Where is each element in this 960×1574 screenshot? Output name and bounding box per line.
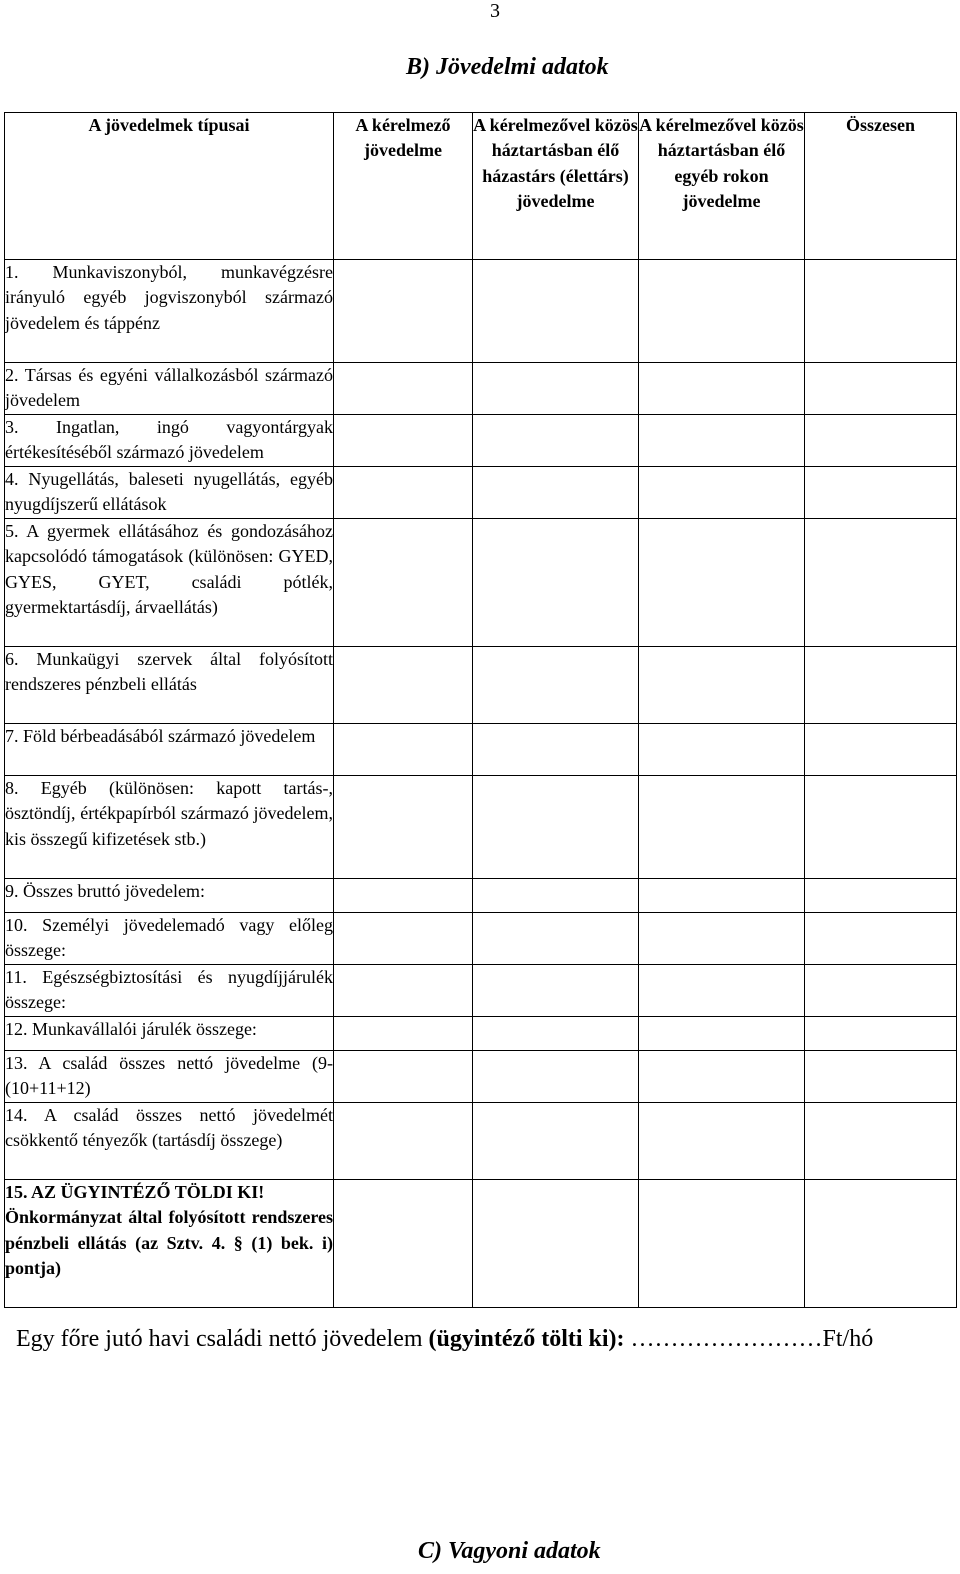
row-label: 5. A gyermek ellátásához és gondozásához kapcsolódó támogatások (különösen: GYED, GYES, GYET, családi pótlék, gyermektartásdíj, árvaellátás) <box>5 519 334 647</box>
table-row <box>5 1017 957 1051</box>
relative-income-cell[interactable] <box>639 1051 805 1103</box>
spouse-income-cell[interactable] <box>473 879 639 913</box>
applicant-income-cell[interactable] <box>334 260 473 363</box>
applicant-income-cell[interactable] <box>334 776 473 879</box>
total-cell[interactable] <box>805 879 957 913</box>
row-label: 12. Munkavállalói járulék összege: <box>5 1017 334 1051</box>
total-cell[interactable] <box>805 724 957 776</box>
spouse-income-cell[interactable] <box>473 776 639 879</box>
per-capita-income-label: Egy főre jutó havi családi nettó jövedelem <box>16 1326 423 1352</box>
table-row <box>5 519 957 647</box>
income-table <box>4 112 957 1308</box>
relative-income-cell[interactable] <box>639 363 805 415</box>
relative-income-cell[interactable] <box>639 415 805 467</box>
total-cell[interactable] <box>805 1103 957 1180</box>
applicant-income-cell[interactable] <box>334 1051 473 1103</box>
applicant-income-cell[interactable] <box>334 724 473 776</box>
applicant-income-cell[interactable] <box>334 965 473 1017</box>
applicant-income-cell[interactable] <box>334 1180 473 1308</box>
spouse-income-cell[interactable] <box>473 1103 639 1180</box>
spouse-income-cell[interactable] <box>473 913 639 965</box>
currency-unit: Ft/hó <box>822 1326 874 1352</box>
spouse-income-cell[interactable] <box>473 363 639 415</box>
table-row <box>5 913 957 965</box>
table-row <box>5 776 957 879</box>
total-cell[interactable] <box>805 415 957 467</box>
relative-income-cell[interactable] <box>639 776 805 879</box>
row-label: 10. Személyi jövedelemadó vagy előleg összege: <box>5 913 334 965</box>
applicant-income-cell[interactable] <box>334 363 473 415</box>
applicant-income-cell[interactable] <box>334 913 473 965</box>
row-label: 8. Egyéb (különösen: kapott tartás-, ösztöndíj, értékpapírból származó jövedelem, kis összegű kifizetések stb.) <box>5 776 334 879</box>
table-row <box>5 415 957 467</box>
relative-income-cell[interactable] <box>639 519 805 647</box>
total-cell[interactable] <box>805 913 957 965</box>
row15-description: Önkormányzat által folyósított rendszeres pénzbeli ellátás (az Sztv. 4. § (1) bek. i) pontja) <box>5 1207 333 1278</box>
table-row <box>5 260 957 363</box>
table-row <box>5 647 957 724</box>
spouse-income-cell[interactable] <box>473 965 639 1017</box>
row-label: 4. Nyugellátás, baleseti nyugellátás, egyéb nyugdíjszerű ellátások <box>5 467 334 519</box>
relative-income-cell[interactable] <box>639 260 805 363</box>
row-label-clerk <box>5 1180 334 1308</box>
section-c-title: C) Vagyoni adatok <box>418 1538 601 1564</box>
total-cell[interactable] <box>805 1017 957 1051</box>
spouse-income-cell[interactable] <box>473 1017 639 1051</box>
row-label: 11. Egészségbiztosítási és nyugdíjjárulék összege: <box>5 965 334 1017</box>
total-cell[interactable] <box>805 776 957 879</box>
total-cell[interactable] <box>805 647 957 724</box>
relative-income-cell[interactable] <box>639 1103 805 1180</box>
table-row <box>5 1103 957 1180</box>
relative-income-cell[interactable] <box>639 1017 805 1051</box>
header-applicant-income: A kérelmező jövedelme <box>334 113 473 260</box>
relative-income-cell[interactable] <box>639 647 805 724</box>
applicant-income-cell[interactable] <box>334 1103 473 1180</box>
total-cell[interactable] <box>805 1051 957 1103</box>
spouse-income-cell[interactable] <box>473 647 639 724</box>
page-number: 3 <box>490 0 500 22</box>
relative-income-cell[interactable] <box>639 1180 805 1308</box>
table-row <box>5 1051 957 1103</box>
table-row <box>5 1180 957 1308</box>
applicant-income-cell[interactable] <box>334 467 473 519</box>
per-capita-income-blank[interactable]: …………………… <box>630 1326 823 1352</box>
relative-income-cell[interactable] <box>639 467 805 519</box>
row-label: 6. Munkaügyi szervek által folyósított rendszeres pénzbeli ellátás <box>5 647 334 724</box>
spouse-income-cell[interactable] <box>473 1180 639 1308</box>
row-label: 7. Föld bérbeadásából származó jövedelem <box>5 724 334 776</box>
applicant-income-cell[interactable] <box>334 879 473 913</box>
relative-income-cell[interactable] <box>639 879 805 913</box>
total-cell[interactable] <box>805 1180 957 1308</box>
table-row <box>5 965 957 1017</box>
table-row <box>5 467 957 519</box>
table-row <box>5 879 957 913</box>
section-b-title: B) Jövedelmi adatok <box>406 54 609 80</box>
applicant-income-cell[interactable] <box>334 519 473 647</box>
header-income-types: A jövedelmek típusai <box>5 113 334 260</box>
applicant-income-cell[interactable] <box>334 415 473 467</box>
row15-heading: 15. AZ ÜGYINTÉZŐ TÖLDI KI! <box>5 1182 265 1202</box>
spouse-income-cell[interactable] <box>473 467 639 519</box>
relative-income-cell[interactable] <box>639 913 805 965</box>
header-spouse-income: A kérelmezővel közös háztartásban élő házastárs (élettárs) jövedelme <box>473 113 639 260</box>
table-header-row <box>5 113 957 260</box>
total-cell[interactable] <box>805 965 957 1017</box>
row-label: 9. Összes bruttó jövedelem: <box>5 879 334 913</box>
total-cell[interactable] <box>805 467 957 519</box>
row-label: 2. Társas és egyéni vállalkozásból származó jövedelem <box>5 363 334 415</box>
total-cell[interactable] <box>805 519 957 647</box>
relative-income-cell[interactable] <box>639 965 805 1017</box>
spouse-income-cell[interactable] <box>473 415 639 467</box>
spouse-income-cell[interactable] <box>473 724 639 776</box>
row-label: 1. Munkaviszonyból, munkavégzésre irányuló egyéb jogviszonyból származó jövedelem és táppénz <box>5 260 334 363</box>
spouse-income-cell[interactable] <box>473 519 639 647</box>
spouse-income-cell[interactable] <box>473 1051 639 1103</box>
table-row <box>5 363 957 415</box>
header-relative-income: A kérelmezővel közös háztartásban élő egyéb rokon jövedelme <box>639 113 805 260</box>
total-cell[interactable] <box>805 260 957 363</box>
header-total: Összesen <box>805 113 957 260</box>
row-label: 3. Ingatlan, ingó vagyontárgyak értékesítéséből származó jövedelem <box>5 415 334 467</box>
spouse-income-cell[interactable] <box>473 260 639 363</box>
row-label: 14. A család összes nettó jövedelmét csökkentő tényezők (tartásdíj összege) <box>5 1103 334 1180</box>
row-label: 13. A család összes nettó jövedelme (9-(10+11+12) <box>5 1051 334 1103</box>
applicant-income-cell[interactable] <box>334 1017 473 1051</box>
per-capita-income-line <box>16 1326 873 1353</box>
relative-income-cell[interactable] <box>639 724 805 776</box>
applicant-income-cell[interactable] <box>334 647 473 724</box>
clerk-fills-note: (ügyintéző tölti ki): <box>428 1326 625 1352</box>
table-row <box>5 724 957 776</box>
total-cell[interactable] <box>805 363 957 415</box>
